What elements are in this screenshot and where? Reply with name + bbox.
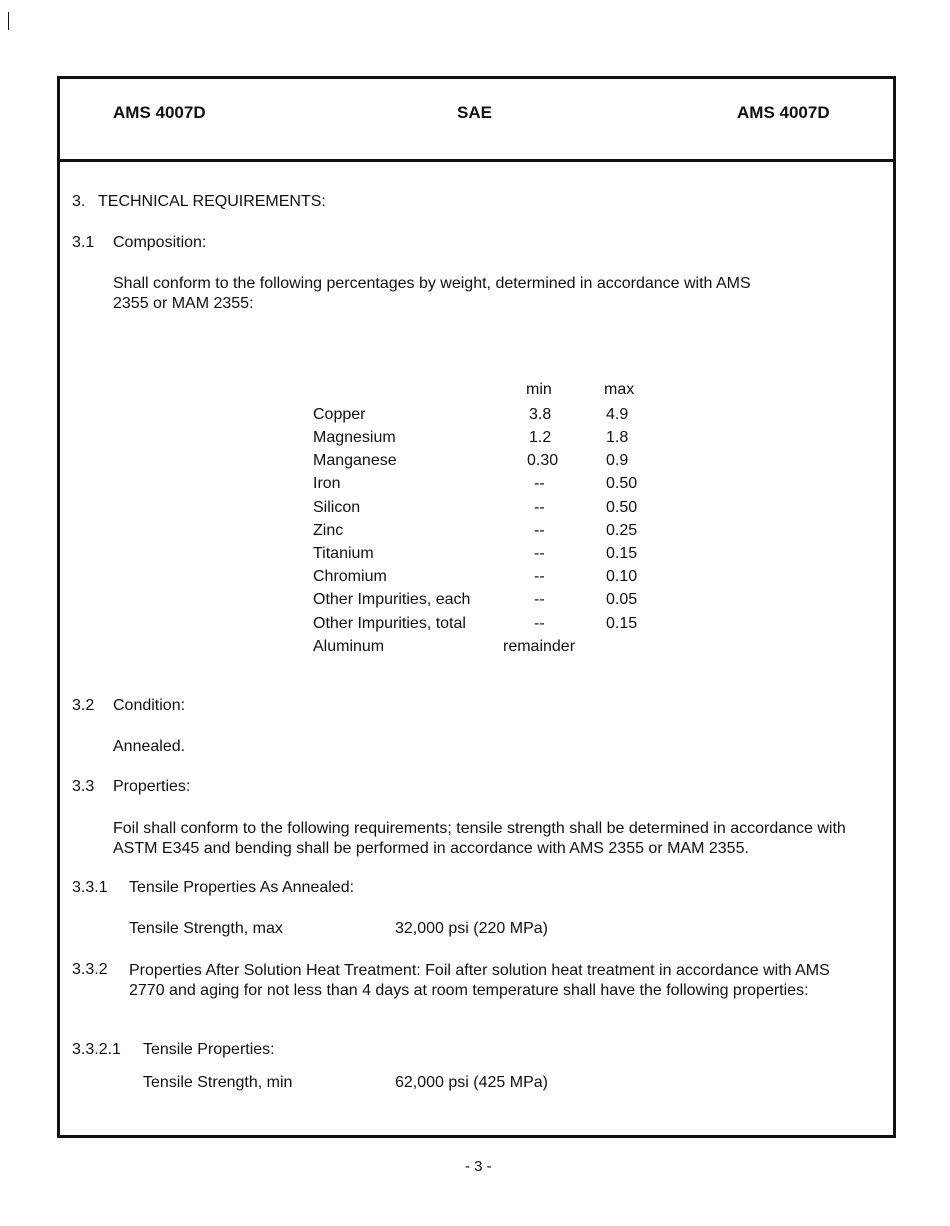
- min-value: --: [534, 591, 545, 608]
- section-title: Tensile Properties As Annealed:: [129, 879, 355, 896]
- element-name: Copper: [313, 406, 366, 423]
- min-value: --: [534, 545, 545, 562]
- min-value: 0.30: [527, 452, 559, 469]
- max-value: 0.25: [606, 522, 638, 539]
- header-org: SAE: [457, 103, 492, 122]
- element-name: Silicon: [313, 499, 361, 516]
- section-text: Properties After Solution Heat Treatment: Foil after solution heat treatment in accordance with AMS 2770 and aging for not less than 4 days at room temperature shall have the following properties:: [129, 962, 830, 999]
- section-text: Foil shall conform to the following requirements; tensile strength shall be determined in accordance with ASTM E345 and bending shall be performed in accordance with AMS 2355 or MAM 2355.: [113, 820, 846, 857]
- min-value: --: [534, 522, 545, 539]
- max-value: 0.05: [606, 591, 638, 608]
- max-value: 0.50: [606, 499, 638, 516]
- header-spec-right: AMS 4007D: [737, 103, 830, 122]
- element-name: Aluminum: [313, 638, 385, 655]
- section-title: TECHNICAL REQUIREMENTS:: [98, 193, 326, 210]
- section-number: 3.1: [72, 234, 95, 251]
- min-value: --: [534, 615, 545, 632]
- max-header: max: [604, 381, 635, 398]
- element-name: Titanium: [313, 545, 374, 562]
- section-number: 3.3.2.1: [72, 1041, 121, 1058]
- section-number: 3.3.1: [72, 879, 108, 896]
- section-title: Condition:: [113, 697, 186, 714]
- max-value: 0.50: [606, 475, 638, 492]
- max-value: 0.15: [606, 615, 638, 632]
- property-value: 32,000 psi (220 MPa): [395, 920, 548, 937]
- section-number: 3.2: [72, 697, 95, 714]
- max-value: 1.8: [606, 429, 629, 446]
- min-header: min: [526, 381, 552, 398]
- element-name: Zinc: [313, 522, 344, 539]
- section-title: Tensile Properties:: [143, 1041, 275, 1058]
- property-label: Tensile Strength, max: [129, 920, 283, 937]
- max-value: 0.15: [606, 545, 638, 562]
- section-text: Annealed.: [113, 738, 186, 755]
- min-value: remainder: [503, 638, 576, 655]
- property-label: Tensile Strength, min: [143, 1074, 293, 1091]
- section-title: Composition:: [113, 234, 207, 251]
- section-number: 3.: [72, 193, 86, 210]
- header-divider: [57, 159, 896, 162]
- element-name: Magnesium: [313, 429, 396, 446]
- page-number: - 3 -: [465, 1158, 492, 1175]
- revision-mark: [8, 12, 9, 30]
- element-name: Other Impurities, each: [313, 591, 471, 608]
- min-value: --: [534, 499, 545, 516]
- min-value: 1.2: [529, 429, 552, 446]
- min-value: --: [534, 475, 545, 492]
- max-value: 4.9: [606, 406, 629, 423]
- min-value: --: [534, 568, 545, 585]
- max-value: 0.10: [606, 568, 638, 585]
- max-value: 0.9: [606, 452, 629, 469]
- section-text: Shall conform to the following percentages by weight, determined in accordance with AMS 2355 or MAM 2355:: [113, 275, 751, 312]
- section-title: Properties:: [113, 778, 191, 795]
- header-spec-left: AMS 4007D: [113, 103, 206, 122]
- section-number: 3.3.2: [72, 961, 108, 978]
- element-name: Manganese: [313, 452, 397, 469]
- element-name: Other Impurities, total: [313, 615, 466, 632]
- element-name: Iron: [313, 475, 341, 492]
- min-value: 3.8: [529, 406, 552, 423]
- section-number: 3.3: [72, 778, 95, 795]
- element-name: Chromium: [313, 568, 387, 585]
- property-value: 62,000 psi (425 MPa): [395, 1074, 548, 1091]
